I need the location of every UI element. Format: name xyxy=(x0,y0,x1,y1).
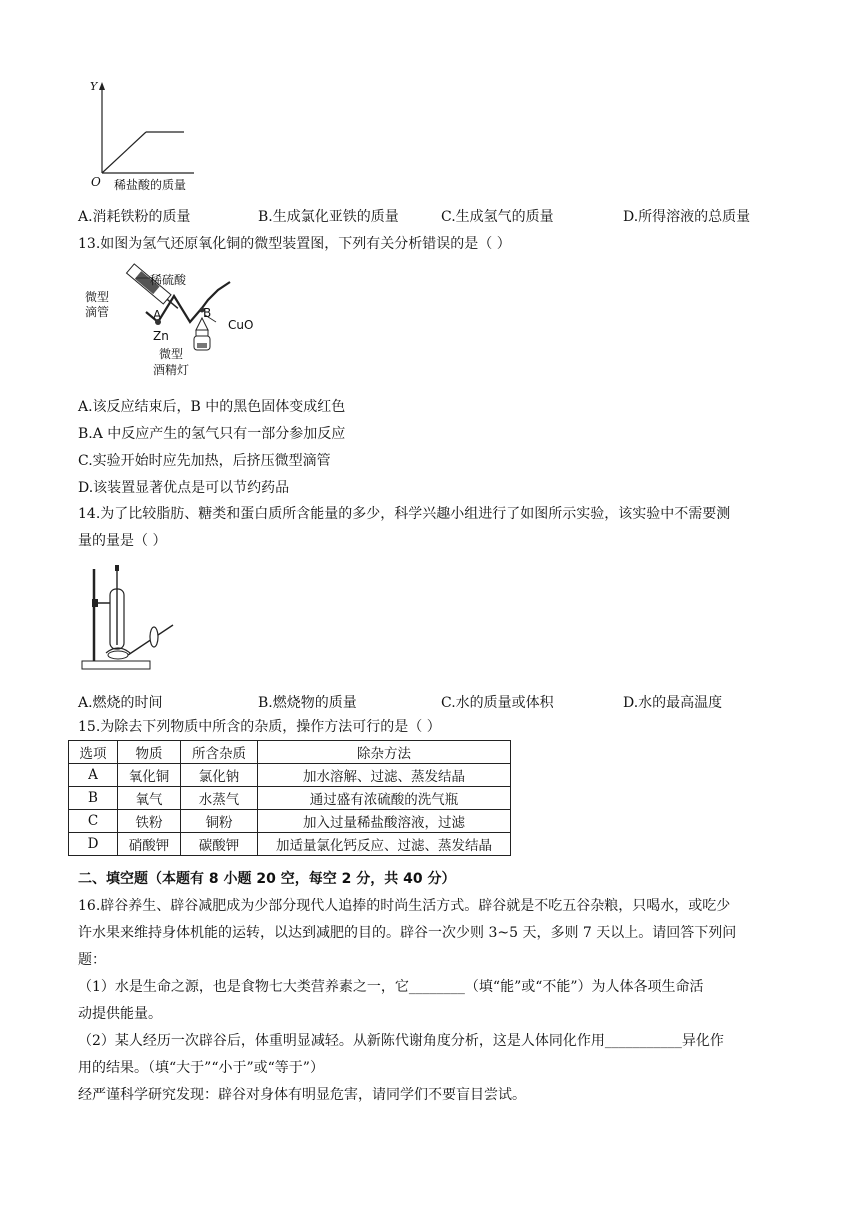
table-row xyxy=(69,764,511,787)
tube-label-a: A xyxy=(153,308,162,322)
cell-option: D xyxy=(69,833,118,856)
q12-option-d: D.所得溶液的总质量 xyxy=(623,209,751,225)
q15-table xyxy=(68,740,511,856)
cell-substance: 氧化铜 xyxy=(118,764,181,787)
cell-impurity: 碳酸钾 xyxy=(181,833,258,856)
q14-option-b: B.燃烧物的质量 xyxy=(258,695,357,711)
q13-option-c: C.实验开始时应先加热，后挤压微型滴管 xyxy=(78,453,331,469)
header-substance: 物质 xyxy=(118,741,181,764)
cell-substance: 硝酸钾 xyxy=(118,833,181,856)
cell-impurity: 铜粉 xyxy=(181,810,258,833)
q12-option-c: C.生成氢气的质量 xyxy=(441,209,554,225)
cell-option: B xyxy=(69,787,118,810)
y-axis-label: Y xyxy=(90,80,98,93)
q16-closing: 经严谨科学研究发现：辟谷对身体有明显危害，请同学们不要盲目尝试。 xyxy=(78,1087,526,1103)
zn-label: Zn xyxy=(153,329,169,343)
q14-stem-line-2: 量的量是（ ） xyxy=(78,533,167,549)
q14-stem-line-1: 14.为了比较脂肪、糖类和蛋白质所含能量的多少，科学兴趣小组进行了如图所示实验，该实验中不需要测 xyxy=(78,506,731,522)
cuo-label: CuO xyxy=(228,318,254,332)
origin-label: O xyxy=(91,175,101,189)
cell-option: A xyxy=(69,764,118,787)
cell-substance: 氧气 xyxy=(118,787,181,810)
q15-stem: 15.为除去下列物质中所含的杂质，操作方法可行的是（ ） xyxy=(78,719,441,735)
table-row xyxy=(69,810,511,833)
q16-intro-line-2: 许水果来维持身体机能的运转，以达到减肥的目的。辟谷一次少则 3~5 天，多则 7 天以上。请回答下列问 xyxy=(78,925,737,941)
lamp-label-1: 微型 xyxy=(159,347,184,361)
table-header-row xyxy=(69,741,511,764)
q12-option-b: B.生成氯化亚铁的质量 xyxy=(258,209,399,225)
q14-option-a: A.燃烧的时间 xyxy=(78,695,163,711)
cell-method: 通过盛有浓硫酸的洗气瓶 xyxy=(258,787,511,810)
cell-substance: 铁粉 xyxy=(118,810,181,833)
q16-part2-line-1: （2）某人经历一次辟谷后，体重明显减轻。从新陈代谢角度分析，这是人体同化作用___________异化作 xyxy=(78,1033,724,1049)
section-heading: 二、填空题（本题有 8 小题 20 空，每空 2 分，共 40 分） xyxy=(78,871,456,887)
q13-option-d: D.该装置显著优点是可以节约药品 xyxy=(78,480,290,496)
cell-impurity: 水蒸气 xyxy=(181,787,258,810)
cell-method: 加入过量稀盐酸溶液，过滤 xyxy=(258,810,511,833)
y-axis-arrow xyxy=(99,82,105,90)
q16-part1-line-2: 动提供能量。 xyxy=(78,1006,162,1022)
tube-label-b: B xyxy=(203,306,212,320)
q16-part2-line-2: 用的结果。（填“大于”“小于”或“等于”） xyxy=(78,1060,324,1076)
header-method: 除杂方法 xyxy=(258,741,511,764)
header-impurity: 所含杂质 xyxy=(181,741,258,764)
q13-stem: 13.如图为氢气还原氧化铜的微型装置图，下列有关分析错误的是（ ） xyxy=(78,236,511,252)
q16-intro-line-3: 题： xyxy=(78,952,106,968)
table-row xyxy=(69,787,511,810)
x-axis-label: 稀盐酸的质量 xyxy=(114,178,187,192)
q13-option-b: B.A 中反应产生的氢气只有一部分参加反应 xyxy=(78,426,346,442)
q14-option-d: D.水的最高温度 xyxy=(623,695,723,711)
table-row xyxy=(69,833,511,856)
acid-label: 稀硫酸 xyxy=(150,273,187,287)
q16-part1-line-1: （1）水是生命之源，也是食物七大类营养素之一，它________（填“能”或“不能”）为人体各项生命活 xyxy=(78,979,704,995)
lamp-label-2: 酒精灯 xyxy=(153,363,190,377)
cell-option: C xyxy=(69,810,118,833)
cell-method: 加适量氯化钙反应、过滤、蒸发结晶 xyxy=(258,833,511,856)
q14-apparatus-svg xyxy=(78,563,188,678)
cell-impurity: 氯化钠 xyxy=(181,764,258,787)
cell-method: 加水溶解、过滤、蒸发结晶 xyxy=(258,764,511,787)
q13-option-a: A.该反应结束后，B 中的黑色固体变成红色 xyxy=(78,399,346,415)
graph-rise-line xyxy=(102,132,146,173)
q12-option-a: A.消耗铁粉的质量 xyxy=(78,209,191,225)
q16-intro-line-1: 16.辟谷养生、辟谷减肥成为少部分现代人追捧的时尚生活方式。辟谷就是不吃五谷杂粮，只喝水，或吃少 xyxy=(78,898,731,914)
header-option: 选项 xyxy=(69,741,118,764)
dropper-label-1: 微型 xyxy=(85,290,110,304)
dropper-label-2: 滴管 xyxy=(85,305,110,319)
q14-option-c: C.水的质量或体积 xyxy=(441,695,554,711)
